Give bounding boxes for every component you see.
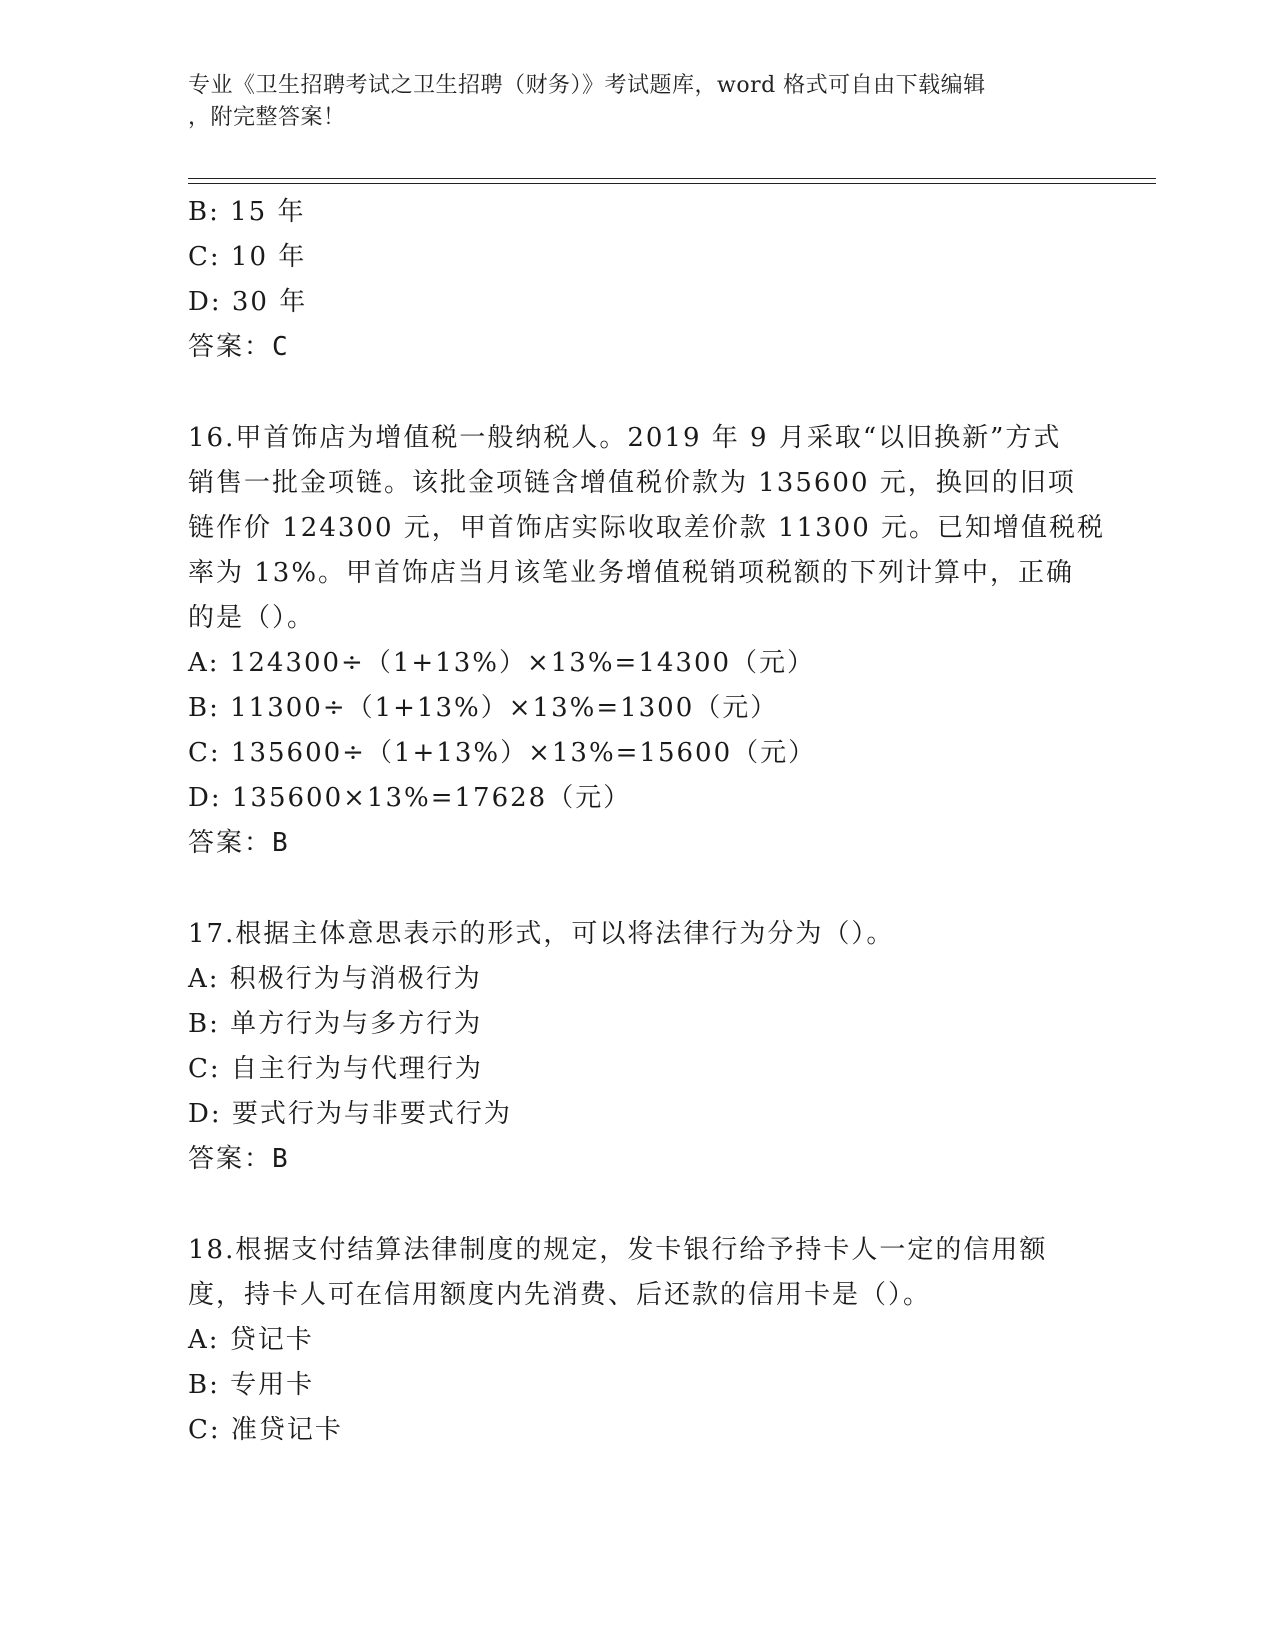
question-stem-line: 度，持卡人可在信用额度内先消费、后还款的信用卡是（）。 — [188, 1280, 932, 1310]
answer-value: B — [272, 1144, 288, 1174]
option-d: D: 30 年 — [188, 287, 308, 317]
option-b: B: 单方行为与多方行为 — [188, 1009, 483, 1039]
option-d: D: 要式行为与非要式行为 — [188, 1099, 512, 1129]
option-b: B: 15 年 — [188, 197, 306, 227]
question-stem-line: 链作价 124300 元，甲首饰店实际收取差价款 11300 元。已知增值税税 — [188, 513, 1106, 543]
header-line-2: ，附完整答案！ — [188, 105, 346, 130]
question-stem-line: 率为 13%。甲首饰店当月该笔业务增值税销项税额的下列计算中，正确 — [188, 558, 1075, 588]
question-stem-line: 18.根据支付结算法律制度的规定，发卡银行给予持卡人一定的信用额 — [188, 1235, 1048, 1265]
answer-value: C — [272, 332, 288, 362]
option-b: B: 11300÷（1+13%）×13%=1300（元） — [188, 693, 779, 723]
answer-value: B — [272, 828, 288, 858]
header-rule-top — [188, 178, 1156, 179]
document-header — [188, 70, 1088, 134]
question-18 — [188, 1228, 1088, 1453]
option-a: A: 124300÷（1+13%）×13%=14300（元） — [188, 648, 816, 678]
header-line-1: 专业《卫生招聘考试之卫生招聘（财务）》考试题库，word 格式可自由下载编辑 — [188, 73, 986, 98]
answer-label: 答案： — [188, 828, 273, 858]
question-stem-line: 的是（）。 — [188, 603, 316, 633]
option-a: A: 贷记卡 — [188, 1325, 314, 1355]
answer-label: 答案： — [188, 332, 273, 362]
header-rule-bottom — [188, 183, 1156, 184]
question-stem-line: 销售一批金项链。该批金项链含增值税价款为 135600 元，换回的旧项 — [188, 468, 1076, 498]
question-16 — [188, 416, 1106, 866]
option-c: C: 135600÷（1+13%）×13%=15600（元） — [188, 738, 817, 768]
question-17 — [188, 912, 1088, 1182]
option-c: C: 准贷记卡 — [188, 1415, 343, 1445]
option-c: C: 10 年 — [188, 242, 307, 272]
option-b: B: 专用卡 — [188, 1370, 315, 1400]
answer-line — [188, 1137, 1088, 1182]
answer-line — [188, 821, 1088, 866]
question-15-tail — [188, 190, 1088, 370]
option-a: A: 积极行为与消极行为 — [188, 964, 482, 994]
answer-label: 答案： — [188, 1144, 273, 1174]
answer-line — [188, 325, 1088, 370]
question-list — [188, 190, 1106, 1453]
question-stem-line: 17.根据主体意思表示的形式，可以将法律行为分为（）。 — [188, 919, 895, 949]
option-c: C: 自主行为与代理行为 — [188, 1054, 483, 1084]
question-stem-line: 16.甲首饰店为增值税一般纳税人。2019 年 9 月采取“以旧换新”方式 — [188, 423, 1062, 453]
option-d: D: 135600×13%=17628（元） — [188, 783, 632, 813]
